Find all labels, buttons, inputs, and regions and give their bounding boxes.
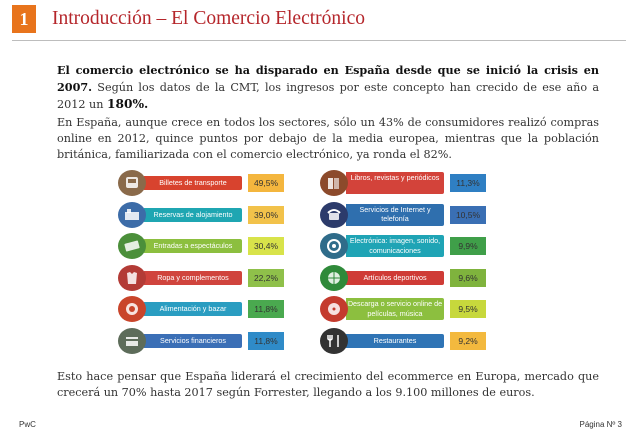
sector-label: Artículos deportivos: [346, 271, 444, 285]
sector-label: Billetes de transporte: [144, 176, 242, 190]
page-title: Introducción – El Comercio Electrónico: [52, 8, 365, 29]
sector-percentage: 9,9%: [450, 237, 486, 255]
sector-row: [320, 296, 490, 322]
media-icon: [320, 296, 348, 322]
finance-icon: [118, 328, 146, 354]
lodging-icon: [118, 202, 146, 228]
tickets-icon: [118, 233, 146, 259]
spain-paragraph: En España, aunque crece en todos los sectores, sólo un 43% de consumidores realizó compras online en 2012, quince puntos por debajo de la media europea, mientras que la población británica, familiarizada con el comercio electrónico, ya ronda el 82%.: [57, 116, 599, 161]
books-icon: [320, 170, 348, 196]
sector-percentage: 30,4%: [248, 237, 284, 255]
intro-paragraph: [57, 62, 599, 113]
clothing-icon: [118, 265, 146, 291]
sector-percentage: 39,0%: [248, 206, 284, 224]
footer-company: PwC: [19, 420, 36, 429]
intro-highlight: 180%.: [107, 97, 149, 111]
sector-row: [118, 265, 288, 291]
sector-row: [118, 170, 288, 196]
intro-body: Según los datos de la CMT, los ingresos por este concepto han crecido de ese año a 2012 un: [57, 81, 599, 111]
sector-percentage: 11,8%: [248, 300, 284, 318]
sector-label: Descarga o servicio online de películas, música: [346, 298, 444, 320]
food-icon: [118, 296, 146, 322]
sector-label: Servicios financieros: [144, 334, 242, 348]
sector-label: Servicios de Internet y telefonía: [346, 204, 444, 226]
footer-page-number: Página Nº 3: [579, 420, 622, 429]
sector-label: Reservas de alojamiento: [144, 208, 242, 222]
sector-label: Libros, revistas y periódicos: [346, 172, 444, 194]
section-number-badge: 1: [12, 5, 36, 33]
sector-label: Restaurantes: [346, 334, 444, 348]
sector-row: [320, 265, 490, 291]
sector-label: Electrónica: imagen, sonido, comunicaciones: [346, 235, 444, 257]
sector-label: Entradas a espectáculos: [144, 239, 242, 253]
sector-percentage: 11,8%: [248, 332, 284, 350]
intro-lead: El comercio electrónico se ha disparado en España desde que se inició la crisis en 2007.: [57, 63, 599, 94]
sector-percentage: 9,5%: [450, 300, 486, 318]
sector-percentage: 11,3%: [450, 174, 486, 192]
train-icon: [118, 170, 146, 196]
sector-row: [118, 233, 288, 259]
restaurant-icon: [320, 328, 348, 354]
sector-row: [118, 202, 288, 228]
sector-row: [320, 233, 490, 259]
sector-label: Alimentación y bazar: [144, 302, 242, 316]
sector-percentage: 9,2%: [450, 332, 486, 350]
sector-row: [118, 328, 288, 354]
sector-percentage: 10,5%: [450, 206, 486, 224]
sector-percentage: 49,5%: [248, 174, 284, 192]
sports-icon: [320, 265, 348, 291]
electronics-icon: [320, 233, 348, 259]
sector-percentage: 9,6%: [450, 269, 486, 287]
sector-row: [320, 328, 490, 354]
sector-row: [320, 202, 490, 228]
sector-percentage: 22,2%: [248, 269, 284, 287]
telephone-icon: [320, 202, 348, 228]
forecast-paragraph: Esto hace pensar que España liderará el crecimiento del ecommerce en Europa, mercado que crecerá un 70% hasta 2017 según Forrester, llegando a los 9.100 millones de euros.: [57, 370, 599, 399]
sector-row: [320, 170, 490, 196]
sector-infographic: [118, 170, 512, 362]
sector-row: [118, 296, 288, 322]
title-divider: [12, 40, 626, 41]
sector-label: Ropa y complementos: [144, 271, 242, 285]
